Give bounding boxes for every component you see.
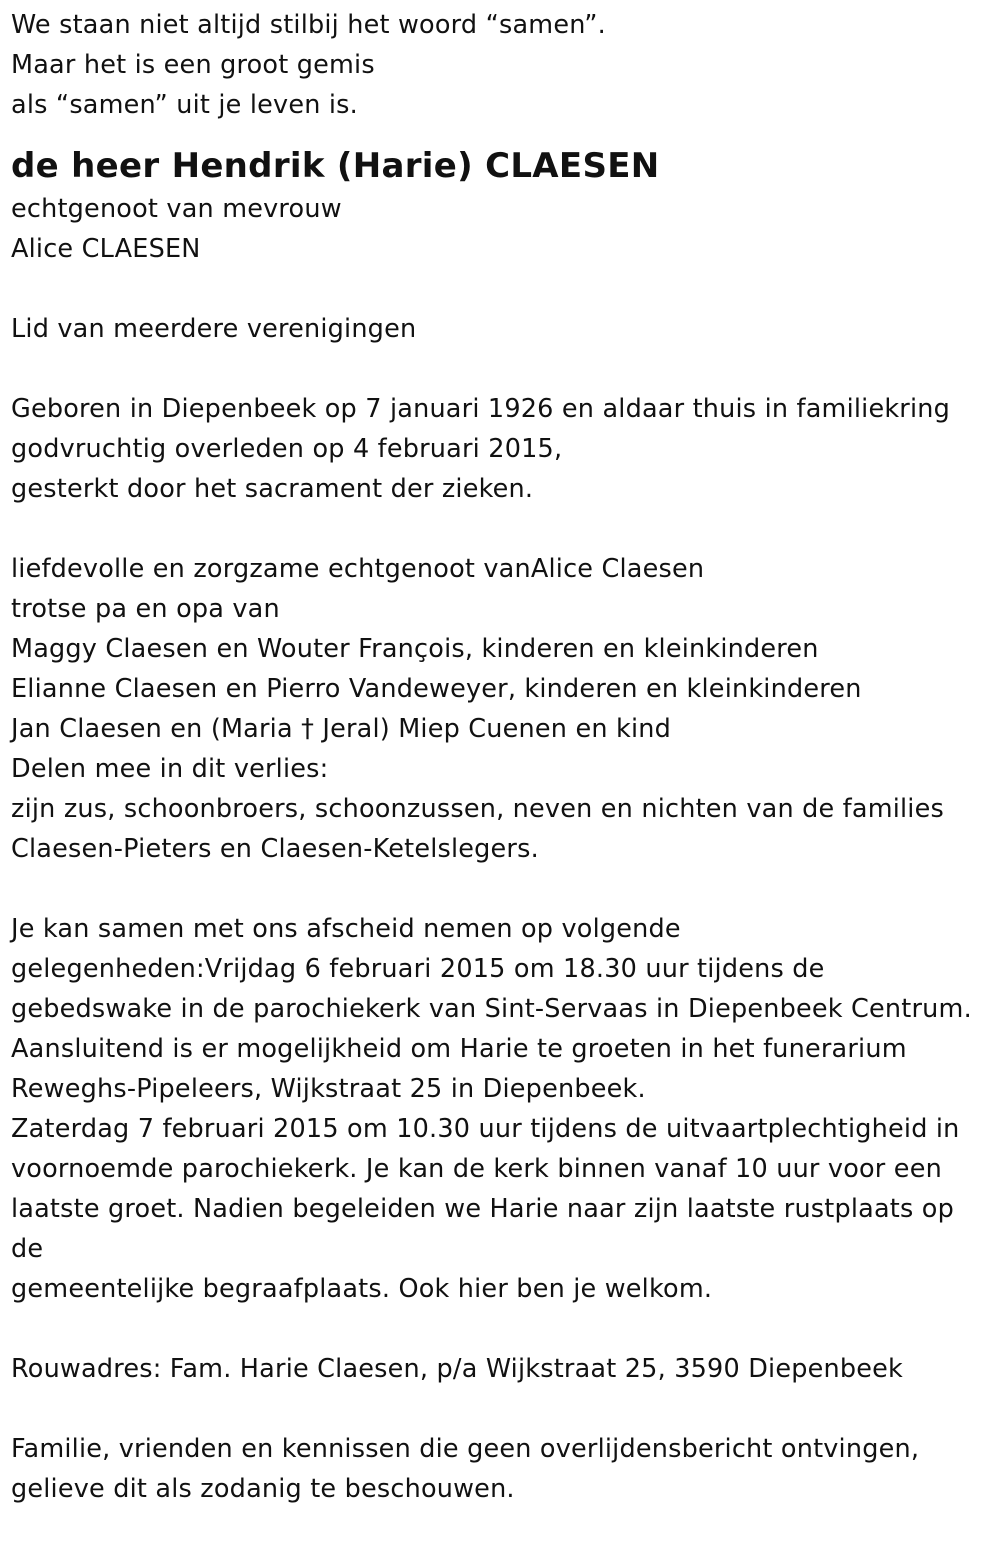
- poem-line: Maar het is een groot gemis: [11, 50, 375, 80]
- ceremony-line: Aansluitend is er mogelijkheid om Harie te groeten in het funerarium: [11, 1034, 907, 1064]
- ceremony-line: Reweghs-Pipeleers, Wijkstraat 25 in Diepenbeek.: [11, 1074, 646, 1104]
- closing-line: Familie, vrienden en kennissen die geen overlijdensbericht ontvingen,: [11, 1434, 920, 1464]
- poem-line: We staan niet altijd stilbij het woord “samen”.: [11, 10, 606, 40]
- family-line: Jan Claesen en (Maria † Jeral) Miep Cuenen en kind: [11, 714, 672, 744]
- ceremony-line: gebedswake in de parochiekerk van Sint-Servaas in Diepenbeek Centrum.: [11, 994, 972, 1024]
- ceremony-line: Zaterdag 7 februari 2015 om 10.30 uur tijdens de uitvaartplechtigheid in: [11, 1114, 960, 1144]
- obituary-document: [11, 5, 996, 1509]
- spacer: [11, 269, 996, 309]
- ceremony-line: de: [11, 1234, 44, 1264]
- spouse-section: [11, 189, 996, 269]
- birth-death-line: Geboren in Diepenbeek op 7 januari 1926 en aldaar thuis in familiekring: [11, 394, 951, 424]
- spacer: [11, 1389, 996, 1429]
- poem-line: als “samen” uit je leven is.: [11, 90, 358, 120]
- ceremony-section: [11, 909, 996, 1309]
- spouse-line: echtgenoot van mevrouw: [11, 194, 342, 224]
- spouse-line: Alice CLAESEN: [11, 234, 201, 264]
- closing-line: gelieve dit als zodanig te beschouwen.: [11, 1474, 515, 1504]
- birth-death-section: [11, 389, 996, 509]
- family-line: trotse pa en opa van: [11, 594, 280, 624]
- spacer: [11, 509, 996, 549]
- family-line: zijn zus, schoonbroers, schoonzussen, neven en nichten van de families: [11, 794, 944, 824]
- family-line: liefdevolle en zorgzame echtgenoot vanAlice Claesen: [11, 554, 705, 584]
- ceremony-line: voornoemde parochiekerk. Je kan de kerk binnen vanaf 10 uur voor een: [11, 1154, 942, 1184]
- family-section: [11, 549, 996, 869]
- deceased-name: de heer Hendrik (Harie) CLAESEN: [11, 146, 660, 186]
- ceremony-line: gelegenheden:Vrijdag 6 februari 2015 om 18.30 uur tijdens de: [11, 954, 825, 984]
- mourning-address: Rouwadres: Fam. Harie Claesen, p/a Wijkstraat 25, 3590 Diepenbeek: [11, 1354, 903, 1384]
- closing-section: [11, 1429, 996, 1509]
- spacer: [11, 869, 996, 909]
- spacer: [11, 1309, 996, 1349]
- family-line: Delen mee in dit verlies:: [11, 754, 329, 784]
- membership: Lid van meerdere verenigingen: [11, 314, 417, 344]
- ceremony-line: laatste groet. Nadien begeleiden we Harie naar zijn laatste rustplaats op: [11, 1194, 954, 1224]
- family-line: Elianne Claesen en Pierro Vandeweyer, kinderen en kleinkinderen: [11, 674, 862, 704]
- birth-death-line: gesterkt door het sacrament der zieken.: [11, 474, 534, 504]
- poem: [11, 5, 996, 125]
- family-line: Maggy Claesen en Wouter François, kinderen en kleinkinderen: [11, 634, 819, 664]
- ceremony-line: gemeentelijke begraafplaats. Ook hier ben je welkom.: [11, 1274, 713, 1304]
- birth-death-line: godvruchtig overleden op 4 februari 2015,: [11, 434, 563, 464]
- spacer: [11, 349, 996, 389]
- family-line: Claesen-Pieters en Claesen-Ketelslegers.: [11, 834, 539, 864]
- ceremony-line: Je kan samen met ons afscheid nemen op volgende: [11, 914, 681, 944]
